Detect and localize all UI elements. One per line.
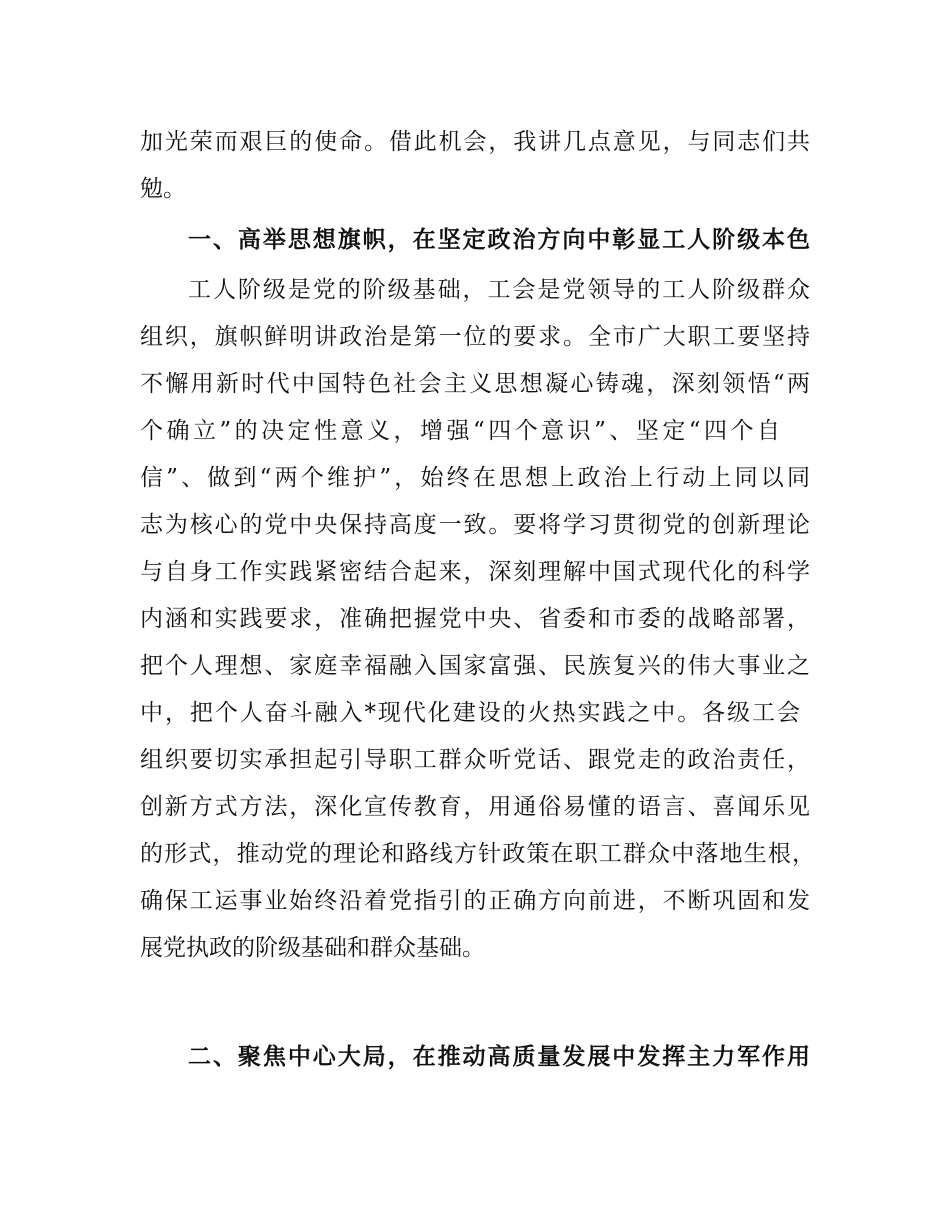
section-heading-1: 一、高举思想旗帜，在坚定政治方向中彰显工人阶级本色 — [188, 227, 810, 253]
paragraph-line: 中，把个人奋斗融入*现代化建设的火热实践之中。各级工会 — [140, 700, 800, 726]
paragraph-line: 工人阶级是党的阶级基础，工会是党领导的工人阶级群众 — [188, 277, 810, 303]
paragraph-line: 个确立”的决定性意义，增强“四个意识”、坚定“四个自 — [140, 418, 780, 444]
paragraph-line: 创新方式方法，深化宣传教育，用通俗易懂的语言、喜闻乐见 — [140, 794, 810, 820]
paragraph-line: 信”、做到“两个维护”，始终在思想上政治上行动上同以同 — [140, 465, 810, 491]
paragraph-line: 展党执政的阶级基础和群众基础。 — [140, 935, 485, 961]
paragraph-line: 的形式，推动党的理论和路线方针政策在职工群众中落地生根， — [140, 841, 815, 867]
paragraph-line: 内涵和实践要求，准确把握党中央、省委和市委的战略部署， — [140, 606, 810, 632]
section-heading-2: 二、聚焦中心大局，在推动高质量发展中发挥主力军作用 — [188, 1044, 810, 1070]
paragraph-line: 把个人理想、家庭幸福融入国家富强、民族复兴的伟大事业之 — [140, 653, 810, 679]
paragraph-line: 志为核心的党中央保持高度一致。要将学习贯彻党的创新理论 — [140, 512, 810, 538]
paragraph-line: 确保工运事业始终沿着党指引的正确方向前进，不断巩固和发 — [140, 888, 810, 914]
paragraph-line: 组织要切实承担起引导职工群众听党话、跟党走的政治责任， — [140, 747, 810, 773]
paragraph-line: 加光荣而艰巨的使命。借此机会，我讲几点意见，与同志们共 — [140, 129, 810, 155]
paragraph-line: 组织，旗帜鲜明讲政治是第一位的要求。全市广大职工要坚持 — [140, 324, 810, 350]
paragraph-line: 与自身工作实践紧密结合起来，深刻理解中国式现代化的科学 — [140, 559, 810, 585]
paragraph-line: 不懈用新时代中国特色社会主义思想凝心铸魂，深刻领悟“两 — [140, 371, 810, 397]
paragraph-line: 勉。 — [140, 176, 186, 202]
